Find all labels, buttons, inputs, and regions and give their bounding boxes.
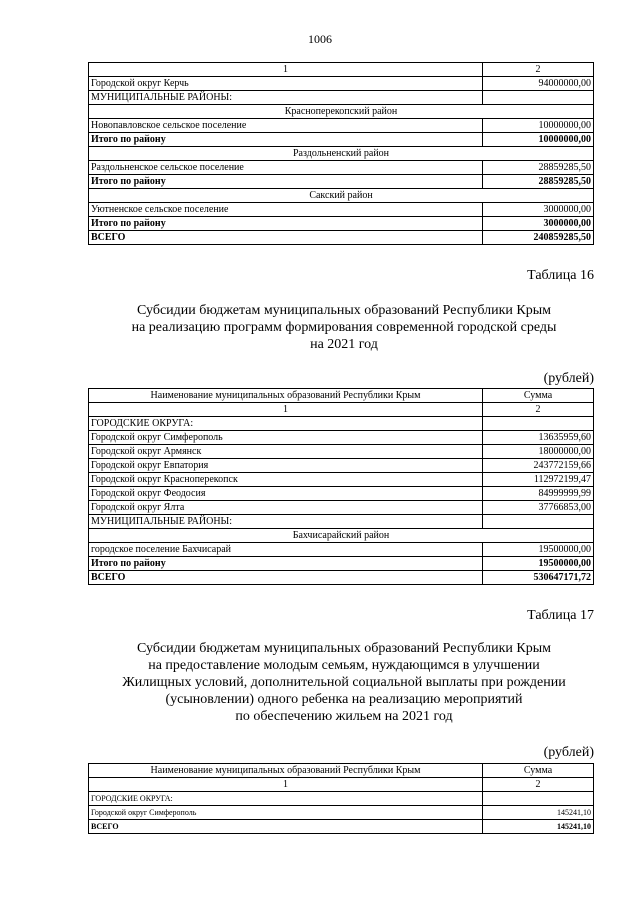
column-number-1: 1 bbox=[89, 778, 483, 792]
row-name: ВСЕГО bbox=[89, 231, 483, 245]
district-header-row bbox=[89, 529, 594, 543]
table17-label: Таблица 17 bbox=[527, 608, 594, 623]
table-header-row bbox=[89, 389, 594, 403]
row-name: Новопавловское сельское поселение bbox=[89, 119, 483, 133]
section-row bbox=[89, 792, 594, 806]
district-header-row bbox=[89, 189, 594, 203]
table-previous bbox=[88, 62, 594, 245]
row-amount: 28859285,50 bbox=[483, 175, 594, 189]
column-number-1: 1 bbox=[89, 403, 483, 417]
table-row bbox=[89, 431, 594, 445]
row-name: Городской округ Феодосия bbox=[89, 487, 483, 501]
row-name: Уютненское сельское поселение bbox=[89, 203, 483, 217]
table17 bbox=[88, 763, 594, 834]
district-header-row bbox=[89, 105, 594, 119]
table-row bbox=[89, 459, 594, 473]
row-amount: 19500000,00 bbox=[483, 543, 594, 557]
table16-label: Таблица 16 bbox=[527, 268, 594, 283]
row-amount bbox=[483, 792, 594, 806]
row-amount: 530647171,72 bbox=[483, 571, 594, 585]
table17-title-line: Субсидии бюджетам муниципальных образований Республики Крым bbox=[137, 641, 551, 656]
table16-title-line: на реализацию программ формирования современной городской среды bbox=[131, 320, 557, 335]
total-row bbox=[89, 820, 594, 834]
row-amount: 13635959,60 bbox=[483, 431, 594, 445]
column-header-sum: Сумма bbox=[483, 389, 594, 403]
row-amount: 145241,10 bbox=[483, 806, 594, 820]
total-row bbox=[89, 175, 594, 189]
table17-title-line: (усыновлении) одного ребенка на реализацию мероприятий bbox=[165, 692, 523, 707]
table-header-row bbox=[89, 764, 594, 778]
row-name: Раздольненское сельское поселение bbox=[89, 161, 483, 175]
table16-title-line: Субсидии бюджетам муниципальных образований Республики Крым bbox=[137, 303, 551, 318]
row-name: ГОРОДСКИЕ ОКРУГА: bbox=[89, 792, 483, 806]
table-row bbox=[89, 203, 594, 217]
row-name: Итого по району bbox=[89, 217, 483, 231]
column-number-2: 2 bbox=[483, 63, 594, 77]
row-amount: 37766853,00 bbox=[483, 501, 594, 515]
row-amount: 28859285,50 bbox=[483, 161, 594, 175]
row-amount bbox=[483, 417, 594, 431]
row-name: Городской округ Симферополь bbox=[89, 806, 483, 820]
row-amount: 19500000,00 bbox=[483, 557, 594, 571]
column-number-1: 1 bbox=[89, 63, 483, 77]
row-name: ВСЕГО bbox=[89, 571, 483, 585]
table17-title-line: Жилищных условий, дополнительной социальной выплаты при рождении bbox=[122, 675, 566, 690]
row-amount: 3000000,00 bbox=[483, 203, 594, 217]
row-name: городское поселение Бахчисарай bbox=[89, 543, 483, 557]
table-number-row bbox=[89, 403, 594, 417]
row-name: Городской округ Евпатория bbox=[89, 459, 483, 473]
row-amount: 112972199,47 bbox=[483, 473, 594, 487]
table-row bbox=[89, 445, 594, 459]
row-amount bbox=[483, 91, 594, 105]
row-name: Городской округ Красноперекопск bbox=[89, 473, 483, 487]
row-name: ВСЕГО bbox=[89, 820, 483, 834]
row-amount: 94000000,00 bbox=[483, 77, 594, 91]
table16-title-line: на 2021 год bbox=[310, 337, 378, 352]
table-row bbox=[89, 161, 594, 175]
column-number-2: 2 bbox=[483, 403, 594, 417]
row-amount: 3000000,00 bbox=[483, 217, 594, 231]
table16 bbox=[88, 388, 594, 585]
row-amount: 18000000,00 bbox=[483, 445, 594, 459]
total-row bbox=[89, 133, 594, 147]
page-number: 1006 bbox=[308, 32, 332, 46]
district-name: Раздольненский район bbox=[89, 147, 594, 161]
table17-units: (рублей) bbox=[543, 745, 594, 760]
row-amount: 84999999,99 bbox=[483, 487, 594, 501]
row-name: ГОРОДСКИЕ ОКРУГА: bbox=[89, 417, 483, 431]
row-amount: 243772159,66 bbox=[483, 459, 594, 473]
table-row bbox=[89, 543, 594, 557]
section-row bbox=[89, 515, 594, 529]
section-row bbox=[89, 91, 594, 105]
total-row bbox=[89, 231, 594, 245]
section-row bbox=[89, 417, 594, 431]
row-name: Городской округ Керчь bbox=[89, 77, 483, 91]
row-name: МУНИЦИПАЛЬНЫЕ РАЙОНЫ: bbox=[89, 515, 483, 529]
row-name: Городской округ Ялта bbox=[89, 501, 483, 515]
row-name: МУНИЦИПАЛЬНЫЕ РАЙОНЫ: bbox=[89, 91, 483, 105]
table17-title-line: по обеспечению жильем на 2021 год bbox=[235, 709, 453, 724]
row-amount bbox=[483, 515, 594, 529]
table-number-row bbox=[89, 778, 594, 792]
column-number-2: 2 bbox=[483, 778, 594, 792]
total-row bbox=[89, 557, 594, 571]
district-name: Сакский район bbox=[89, 189, 594, 203]
table-row bbox=[89, 501, 594, 515]
row-name: Итого по району bbox=[89, 175, 483, 189]
table-row bbox=[89, 806, 594, 820]
table17-title bbox=[60, 640, 628, 725]
table16-units: (рублей) bbox=[543, 371, 594, 386]
row-name: Итого по району bbox=[89, 133, 483, 147]
table-row bbox=[89, 487, 594, 501]
column-header-name: Наименование муниципальных образований Республики Крым bbox=[89, 764, 483, 778]
table-row bbox=[89, 119, 594, 133]
total-row bbox=[89, 571, 594, 585]
column-header-name: Наименование муниципальных образований Республики Крым bbox=[89, 389, 483, 403]
row-amount: 10000000,00 bbox=[483, 119, 594, 133]
row-amount: 240859285,50 bbox=[483, 231, 594, 245]
district-header-row bbox=[89, 147, 594, 161]
row-name: Городской округ Армянск bbox=[89, 445, 483, 459]
district-name: Бахчисарайский район bbox=[89, 529, 594, 543]
table-header-row bbox=[89, 63, 594, 77]
table-row bbox=[89, 77, 594, 91]
table16-title bbox=[60, 302, 628, 353]
row-amount: 145241,10 bbox=[483, 820, 594, 834]
district-name: Красноперекопский район bbox=[89, 105, 594, 119]
table17-title-line: на предоставление молодым семьям, нуждающимся в улучшении bbox=[148, 658, 540, 673]
total-row bbox=[89, 217, 594, 231]
table-row bbox=[89, 473, 594, 487]
row-amount: 10000000,00 bbox=[483, 133, 594, 147]
row-name: Городской округ Симферополь bbox=[89, 431, 483, 445]
column-header-sum: Сумма bbox=[483, 764, 594, 778]
row-name: Итого по району bbox=[89, 557, 483, 571]
